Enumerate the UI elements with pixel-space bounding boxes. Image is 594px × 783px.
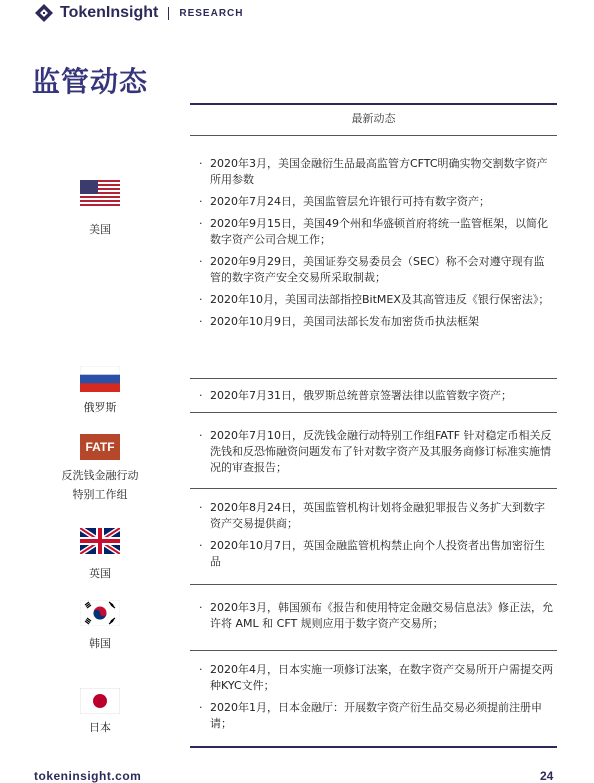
country-japan [58, 688, 142, 738]
section-label: RESEARCH [179, 7, 244, 19]
country-name: 美国 [89, 223, 111, 236]
russia-flag-icon [80, 366, 120, 392]
list-item: · 2020年9月15日，美国49个州和华盛顿首府将统一监管框架，以简化数字资产公司合规工作； [197, 216, 555, 248]
us-flag-icon [80, 180, 120, 206]
list-item: · 2020年7月24日，美国监管层允许银行可持有数字资产； [197, 194, 555, 210]
list-item: · 2020年4月，日本实施一项修订法案，在数字资产交易所开户需提交两种KYC文件； [197, 662, 555, 694]
fatf-logo-icon: FATF [80, 434, 120, 460]
list-item: · 2020年8月24日，英国监管机构计划将金融犯罪报告义务扩大到数字资产交易提供商； [197, 500, 555, 532]
tokeninsight-logo-icon [34, 3, 54, 23]
table-top-rule [190, 103, 557, 105]
page-title: 监管动态 [32, 65, 149, 98]
country-name: 韩国 [89, 637, 111, 650]
japan-news-list [197, 662, 555, 738]
list-item: · 2020年3月，韩国颁布《报告和使用特定金融交易信息法》修正法，允许将 AML 和 CFT 规则应用于数字资产交易所； [197, 600, 555, 632]
brand-name: TokenInsight [60, 4, 159, 21]
row-rule [190, 378, 557, 379]
footer-url[interactable]: tokeninsight.com [34, 769, 142, 783]
country-name: 英国 [89, 567, 111, 580]
column-header: 最新动态 [351, 112, 396, 125]
header [34, 3, 244, 23]
table-bottom-rule [190, 746, 557, 748]
page-number: 24 [540, 769, 554, 783]
fatf-news-list [197, 428, 555, 482]
list-item: · 2020年1月，日本金融厅：开展数字资产衍生品交易必须提前注册申请； [197, 700, 555, 732]
country-uk [58, 528, 142, 584]
country-russia [58, 366, 142, 418]
row-rule [190, 412, 557, 413]
uk-news-list [197, 500, 555, 576]
country-name: 反洗钱金融行动特别工作组 [61, 469, 139, 501]
country-name: 俄罗斯 [83, 401, 117, 414]
list-item: · 2020年7月31日，俄罗斯总统普京签署法律以监管数字资产； [197, 388, 555, 404]
row-rule [190, 584, 557, 585]
uk-flag-icon [80, 528, 120, 554]
country-fatf [58, 434, 142, 504]
row-rule [190, 488, 557, 489]
korea-news-list [197, 600, 555, 638]
usa-news-list [197, 156, 555, 336]
japan-flag-icon [80, 688, 120, 714]
list-item: · 2020年10月9日，美国司法部长发布加密货币执法框架 [197, 314, 555, 330]
country-usa [58, 180, 142, 240]
header-divider [168, 7, 169, 20]
south-korea-flag-icon [80, 600, 120, 626]
list-item: · 2020年3月，美国金融衍生品最高监管方CFTC明确实物交割数字资产所用参数 [197, 156, 555, 188]
header-rule [190, 135, 557, 136]
list-item: · 2020年7月10日，反洗钱金融行动特别工作组FATF 针对稳定币相关反洗钱和反恐怖融资问题发布了针对数字资产及其服务商修订标准实施情况的审查报告； [197, 428, 555, 476]
list-item: · 2020年10月7日，英国金融监管机构禁止向个人投资者出售加密衍生品 [197, 538, 555, 570]
list-item: · 2020年10月，美国司法部指控BitMEX及其高管违反《银行保密法》； [197, 292, 555, 308]
russia-news-list [197, 388, 555, 410]
country-korea [58, 600, 142, 654]
list-item: · 2020年9月29日，美国证券交易委员会（SEC）称不会对遵守现有监管的数字资产安全交易所采取制裁； [197, 254, 555, 286]
row-rule [190, 650, 557, 651]
country-name: 日本 [89, 721, 111, 734]
